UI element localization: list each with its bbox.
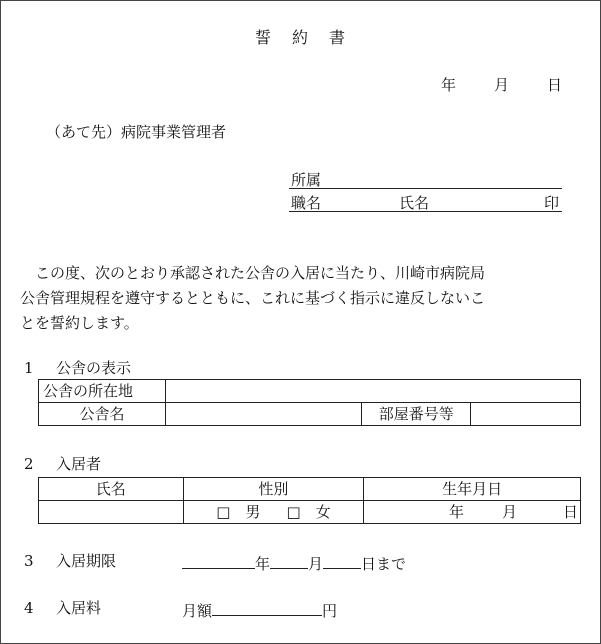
gender-options bbox=[183, 501, 364, 524]
position-label: 職名 bbox=[291, 194, 322, 212]
location-value[interactable] bbox=[165, 380, 580, 403]
rent-fields: 月額 円 bbox=[182, 599, 337, 620]
section4-label: 入居料 bbox=[56, 599, 102, 617]
term-year-field[interactable] bbox=[182, 552, 255, 569]
room-value[interactable] bbox=[471, 403, 581, 426]
body-line-3: とを誓約します。 bbox=[20, 314, 139, 332]
date-year: 年 bbox=[441, 76, 457, 94]
location-label: 公舎の所在地 bbox=[39, 380, 166, 403]
resident-table bbox=[38, 477, 581, 524]
male-checkbox[interactable]: □ 男 bbox=[216, 503, 261, 521]
residence-table bbox=[38, 379, 581, 426]
term-month-field[interactable] bbox=[270, 552, 308, 569]
seal-mark: 印 bbox=[544, 194, 560, 212]
col-name: 氏名 bbox=[39, 478, 184, 501]
section3-label: 入居期限 bbox=[56, 552, 117, 570]
resident-name-value[interactable] bbox=[39, 501, 184, 524]
rent-amount-field[interactable] bbox=[212, 599, 322, 616]
term-day-field[interactable] bbox=[323, 552, 361, 569]
residence-name-value[interactable] bbox=[165, 403, 361, 426]
body-line-1: この度、次のとおり承認された公舎の入居に当たり、川崎市病院局 bbox=[20, 264, 486, 282]
signature-line bbox=[289, 211, 562, 212]
section3-number: 3 bbox=[24, 552, 34, 570]
section1-heading: 公舎の表示 bbox=[56, 359, 132, 377]
affiliation-label: 所属 bbox=[291, 171, 322, 189]
col-birthdate: 生年月日 bbox=[364, 478, 581, 501]
residence-name-label: 公舎名 bbox=[39, 403, 166, 426]
section2-heading: 入居者 bbox=[56, 455, 102, 473]
birthdate-value[interactable]: 年 月 日 bbox=[364, 501, 581, 524]
name-label: 氏名 bbox=[399, 194, 430, 212]
date-month: 月 bbox=[494, 76, 510, 94]
addressee: （あて先）病院事業管理者 bbox=[46, 123, 227, 141]
female-checkbox[interactable]: □ 女 bbox=[286, 503, 331, 521]
section1-number: 1 bbox=[24, 359, 34, 377]
affiliation-line bbox=[289, 188, 562, 189]
date-day: 日 bbox=[547, 76, 563, 94]
col-gender: 性別 bbox=[183, 478, 364, 501]
room-label: 部屋番号等 bbox=[362, 403, 471, 426]
section2-number: 2 bbox=[24, 455, 34, 473]
document-title: 誓 約 書 bbox=[254, 28, 347, 47]
body-line-2: 公舎管理規程を遵守するとともに、これに基づく指示に違反しないこ bbox=[20, 289, 486, 307]
section4-number: 4 bbox=[24, 599, 34, 617]
term-fields: 年 月 日まで bbox=[182, 552, 406, 573]
